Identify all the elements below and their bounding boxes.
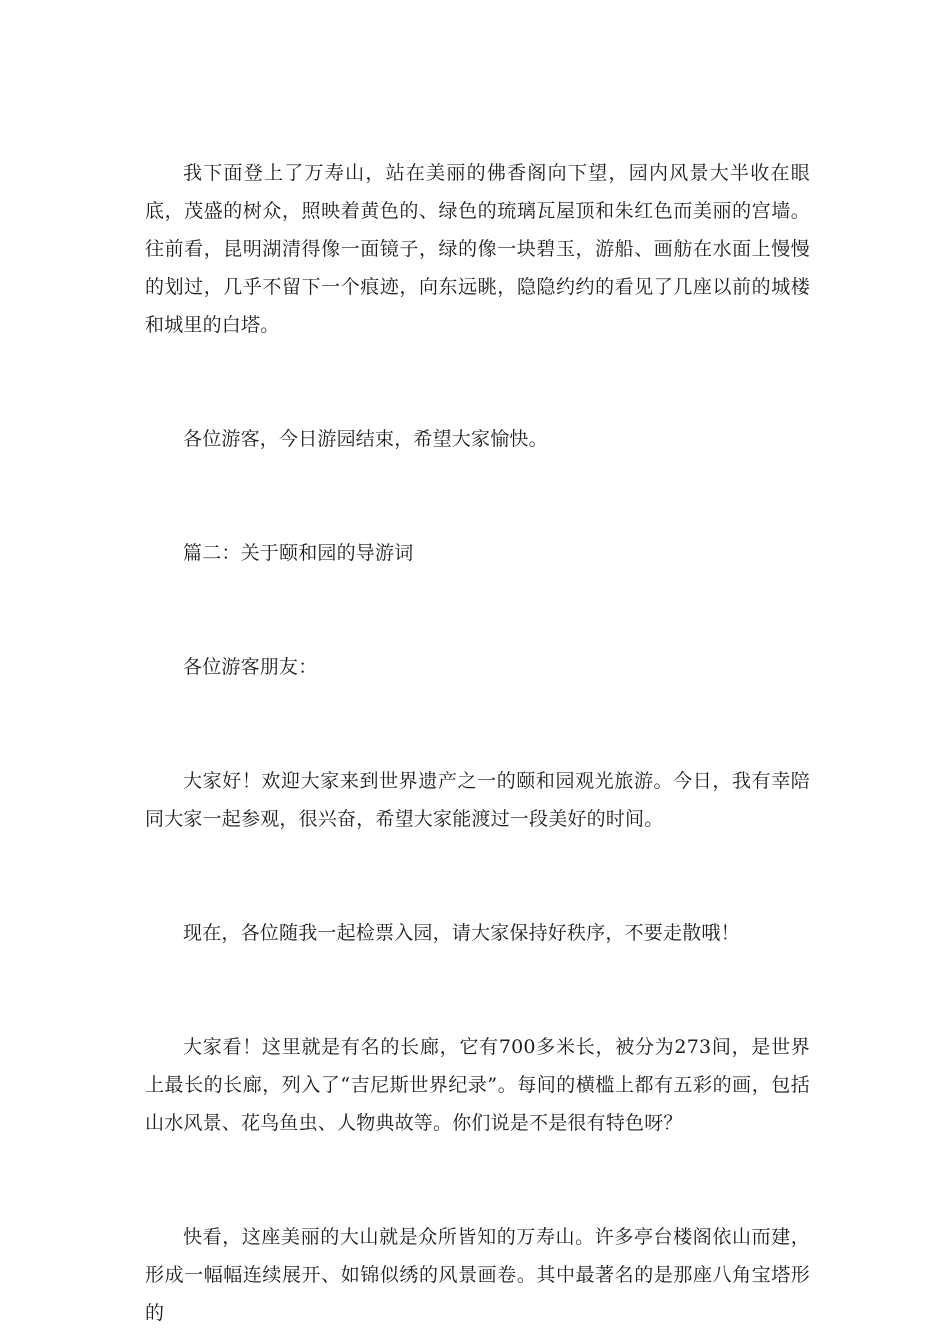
paragraph-wanshoushan-view: 我下面登上了万寿山，站在美丽的佛香阁向下望，园内风景大半收在眼底，茂盛的树众，照映着黄色的、绿色的琉璃瓦屋顶和朱红色而美丽的宫墙。往前看，昆明湖清得像一面镜子，绿的像一块碧玉，游船、画舫在水面上慢慢的划过，几乎不留下一个痕迹，向东远眺，隐隐约约的看见了几座以前的城楼和城里的白塔。 xyxy=(145,162,810,336)
paragraph-gap xyxy=(145,458,810,534)
section-heading: 篇二：关于颐和园的导游词 xyxy=(183,542,414,564)
paragraph-tour-end: 各位游客，今日游园结束，希望大家愉快。 xyxy=(183,428,548,450)
paragraph-long-corridor: 大家看！这里就是有名的长廊，它有700多米长，被分为273间，是世界上最长的长廊，列入了“吉尼斯世界纪录”。每间的横槛上都有五彩的画，包括山水风景、花鸟鱼虫、人物典故等。你们说是不是很有特色呀？ xyxy=(145,1036,810,1134)
paragraph-welcome: 大家好！欢迎大家来到世界遗产之一的颐和园观光旅游。今日，我有幸陪同大家一起参观，很兴奋，希望大家能渡过一段美好的时间。 xyxy=(145,770,810,830)
paragraph-gap xyxy=(145,952,810,1028)
paragraph-gap xyxy=(145,838,810,914)
paragraph-gap xyxy=(145,344,810,420)
paragraph-gap xyxy=(145,572,810,648)
paragraph-gap xyxy=(145,1142,810,1218)
document-body xyxy=(145,154,810,1332)
paragraph-entry: 现在，各位随我一起检票入园，请大家保持好秩序，不要走散哦！ xyxy=(183,922,740,944)
paragraph-gap xyxy=(145,686,810,762)
paragraph-longevity-hill: 快看，这座美丽的大山就是众所皆知的万寿山。许多亭台楼阁依山而建，形成一幅幅连续展开、如锦似绣的风景画卷。其中最著名的是那座八角宝塔形的 xyxy=(145,1226,810,1324)
paragraph-greeting: 各位游客朋友： xyxy=(183,656,318,678)
